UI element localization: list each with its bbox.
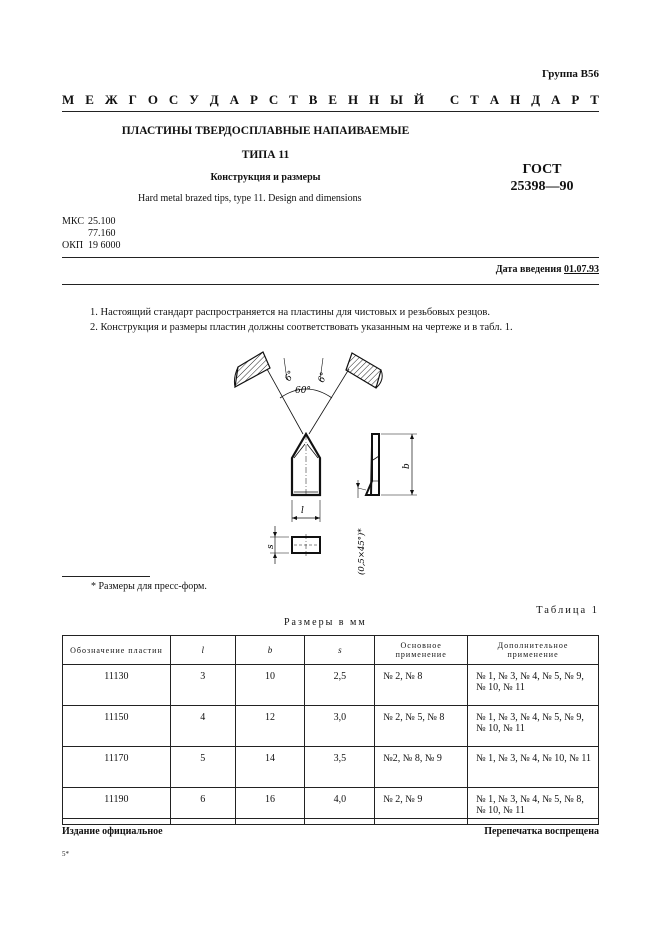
reprint-prohibited: Перепечатка воспрещена [484,826,599,837]
angle-line-right [309,369,349,434]
table-caption: Размеры в мм [284,617,367,628]
footnote: * Размеры для пресс-форм. [91,581,207,592]
table-row [63,706,599,747]
banner-letter: Р [571,92,580,107]
banner-letter: Т [289,92,298,107]
cell-additional-use: № 1, № 3, № 4, № 5, № 9, № 10, № 11 [468,665,599,706]
english-title: Hard metal brazed tips, type 11. Design and dimensions [138,193,362,204]
gost-number: 25398—90 [510,179,574,194]
official-edition: Издание официальное [62,826,163,837]
code-value: 19 6000 [87,240,121,251]
code-value: 77.160 [87,228,116,239]
code-value: 25.100 [87,216,116,227]
cell-b: 10 [235,665,305,706]
table-header-row [63,636,599,665]
dimensions-table [62,635,599,825]
cell-b: 16 [235,788,305,825]
banner-letter: Н [347,92,359,107]
right-cutter-fragment [346,353,382,388]
cell-designation: 11170 [63,747,171,788]
tip-top-view [292,534,320,556]
dim-b-label: b [402,463,412,469]
dim-l-label: l [301,506,304,516]
effective-date [496,264,599,275]
paragraph-2: 2. Конструкция и размеры пластин должны соответствовать указанным на чертеже и в табл. 1. [90,322,513,333]
gost-label: ГОСТ [522,162,562,177]
banner-letter: Ы [390,92,403,107]
doc-title-line2: ТИПА 11 [241,149,290,161]
date-label: Дата введения [495,264,562,275]
banner-letter [435,92,439,108]
code-key: ОКП [62,240,84,251]
code-key [62,228,88,240]
table-label: Таблица 1 [536,605,599,616]
cell-designation: 11150 [63,706,171,747]
footer-rule [62,818,599,819]
banner-letter: А [229,92,239,107]
banner-letter: Е [85,92,94,107]
doc-subtitle: Конструкция и размеры [210,172,321,183]
banner-letter: А [551,92,561,107]
date-value: 01.07.93 [564,264,599,275]
cell-s: 3,0 [305,706,375,747]
banner-letter: Ж [104,92,118,107]
banner-letter: А [489,92,500,107]
cell-s: 3,5 [305,747,375,788]
standard-banner [62,92,599,108]
tip-side-view [366,434,379,495]
group-code: Группа В56 [541,68,599,80]
angle-60-label: 60° [295,386,311,396]
banner-letter: Н [369,92,380,107]
banner-letter: Д [209,92,219,107]
banner-letter: С [168,92,179,107]
banner-letter: Й [413,92,424,107]
banner-letter: Н [510,92,521,107]
date-rule-top [62,257,599,258]
table-row [63,747,599,788]
chamfer-label: (0,5×45°)* [357,528,367,575]
technical-drawing [225,350,430,575]
banner-letter: Г [128,92,137,107]
banner-letter: Т [590,92,599,107]
banner-letter: Р [249,92,258,107]
date-rule-bottom [62,284,599,285]
footnote-rule [62,576,150,577]
page-number: 5* [62,850,69,858]
banner-letter: Т [470,92,479,107]
col-additional-use: Дополнительное применение [468,636,599,665]
tip-front-view [292,434,320,495]
banner-letter: М [62,92,75,107]
banner-letter: О [147,92,158,107]
banner-letter: С [449,92,460,107]
angle-right-label: 6° [316,371,330,385]
cell-l: 3 [170,665,235,706]
cell-additional-use: № 1, № 3, № 4, № 10, № 11 [468,747,599,788]
cell-l: 5 [170,747,235,788]
cell-additional-use: № 1, № 3, № 4, № 5, № 8, № 10, № 11 [468,788,599,825]
banner-letter: Д [531,92,541,107]
cell-main-use: № 2, № 8 [375,665,468,706]
cell-l: 6 [170,788,235,825]
col-main-use: Основное применение [375,636,468,665]
cell-designation: 11190 [63,788,171,825]
cell-s: 4,0 [305,788,375,825]
col-s: s [305,636,375,665]
angle-left-label: 6° [283,369,298,384]
cell-l: 4 [170,706,235,747]
banner-letter: Е [328,92,338,107]
cell-main-use: №2, № 8, № 9 [375,747,468,788]
banner-letter: В [308,92,318,107]
paragraph-1: 1. Настоящий стандарт распространяется на пластины для чистовых и резьбовых резцов. [90,307,490,318]
col-designation: Обозначение пластин [63,636,171,665]
cell-s: 2,5 [305,665,375,706]
cell-main-use: № 2, № 5, № 8 [375,706,468,747]
cell-b: 12 [235,706,305,747]
code-key: МКС [62,216,84,227]
cell-main-use: № 2, № 9 [375,788,468,825]
col-b: b [235,636,305,665]
doc-title-line1: ПЛАСТИНЫ ТВЕРДОСПЛАВНЫЕ НАПАИВАЕМЫЕ [121,125,410,137]
left-cutter-fragment [234,352,270,387]
cell-additional-use: № 1, № 3, № 4, № 5, № 9, № 10, № 11 [468,706,599,747]
cell-b: 14 [235,747,305,788]
cell-designation: 11130 [63,665,171,706]
dim-s-label: s [266,544,276,549]
header-rule [62,111,599,112]
table-row [63,665,599,706]
banner-letter: У [189,92,199,107]
classification-codes [62,216,124,252]
col-l: l [170,636,235,665]
banner-letter: С [268,92,279,107]
